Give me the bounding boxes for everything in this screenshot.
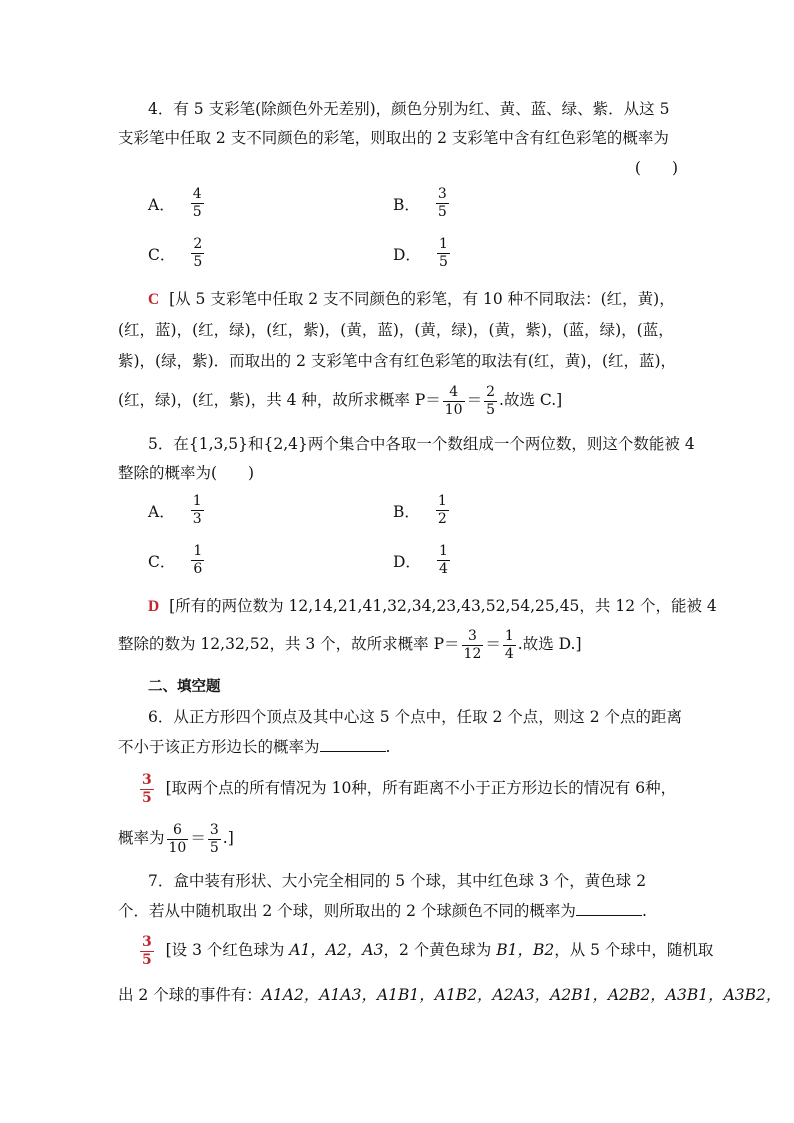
q4-option-c: C． $\frac{2}{5}$	[148, 236, 203, 270]
q4-solution-line3: 紫)，(绿，紫)．而取出的 2 支彩笔中含有红色彩笔的取法有(红，黄)，(红，蓝)，	[118, 352, 677, 370]
q5-option-d: D． $\frac{1}{4}$	[393, 543, 448, 577]
q4-option-a: A． $\frac{4}{5}$	[148, 186, 202, 220]
fraction: $\frac{1}{6}$	[193, 543, 203, 577]
answer-blank	[576, 901, 642, 916]
q7-answer-fraction: $\frac{3}{5}$	[142, 933, 152, 968]
fraction: $\frac{4}{5}$	[192, 186, 202, 220]
q6-stem-line1: 6．从正方形四个顶点及其中心这 5 个点中，任取 2 个点，则这 2 个点的距离	[148, 708, 683, 726]
section-heading: 二、填空题	[148, 679, 221, 695]
event-list: A1A2，A1A3，A1B1，A1B2，A2A3，A2B1，A2B2，A3B1，A3B2，	[261, 986, 782, 1004]
fraction: $\frac{4}{10}$	[444, 383, 463, 418]
q7-stem-line2: 个．若从中随机取出 2 个球，则所取出的 2 个球颜色不同的概率为 .	[118, 902, 647, 920]
q5-stem-line2: 整除的概率为( )	[118, 464, 255, 482]
q4-stem-line2: 支彩笔中任取 2 支不同颜色的彩笔，则取出的 2 支彩笔中含有红色彩笔的概率为	[118, 129, 669, 147]
q4-solution-line1: C [从 5 支彩笔中任取 2 支不同颜色的彩笔，有 10 种不同取法：(红，黄)，	[148, 290, 675, 308]
q4-option-b: B． $\frac{3}{5}$	[393, 186, 447, 220]
fraction: $\frac{3}{5}$	[437, 186, 447, 220]
q7-stem-line1: 7．盒中装有形状、大小完全相同的 5 个球，其中红色球 3 个，黄色球 2	[148, 872, 647, 890]
fraction: $\frac{3}{5}$	[209, 821, 219, 856]
yellow-balls-labels: B1，B2	[496, 941, 555, 959]
q6-solution-line1: $\frac{3}{5}$ [取两个点的所有情况为 10种，所有距离不小于正方形边长的情况有 6种，	[142, 771, 677, 806]
fraction: $\frac{1}{4}$	[438, 543, 448, 577]
q4-answer-letter: C	[148, 291, 160, 308]
q5-solution-line2: 整除的数为 12,32,52，共 3 个，故所求概率 P＝ $\frac{3}{12}$ ＝ $\frac{1}{4}$ .故选 D.]	[118, 627, 582, 662]
fraction: $\frac{2}{5}$	[193, 236, 203, 270]
q6-stem-line2: 不小于该正方形边长的概率为 .	[118, 738, 391, 756]
q6-answer-fraction: $\frac{3}{5}$	[142, 771, 152, 806]
fraction: $\frac{2}{5}$	[486, 383, 496, 418]
q6-solution-line2: 概率为 $\frac{6}{10}$ ＝ $\frac{3}{5}$ .]	[118, 821, 234, 856]
q7-solution-line2: 出 2 个球的事件有：A1A2，A1A3，A1B1，A1B2，A2A3，A2B1，A2B2，A3B1，A3B2，	[118, 986, 782, 1004]
fraction: $\frac{1}{5}$	[438, 236, 448, 270]
q4-solution-line4: (红，绿)，(红，紫)，共 4 种，故所求概率 P＝ $\frac{4}{10}$ ＝ $\frac{2}{5}$ .故选 C.]	[118, 383, 563, 418]
q4-answer-paren: ( )	[634, 159, 678, 177]
q7-solution-line1: $\frac{3}{5}$ [设 3 个红色球为 A1，A2，A3，2 个黄色球为 B1，B2，从 5 个球中，随机取	[142, 933, 714, 968]
fraction: $\frac{3}{12}$	[463, 627, 482, 662]
fraction: $\frac{1}{3}$	[192, 493, 202, 527]
q5-answer-letter: D	[148, 598, 160, 615]
q4-solution-line2: (红，蓝)，(红，绿)，(红，紫)，(黄，蓝)，(黄，绿)，(黄，紫)，(蓝，绿)，(蓝，	[118, 321, 674, 339]
q5-option-c: C． $\frac{1}{6}$	[148, 543, 203, 577]
q5-option-b: B． $\frac{1}{2}$	[393, 493, 447, 527]
q5-stem-line1: 5．在{1,3,5}和{2,4}两个集合中各取一个数组成一个两位数，则这个数能被 4	[148, 435, 695, 453]
q5-solution-line1: D [所有的两位数为 12,14,21,41,32,34,23,43,52,54,25,45，共 12 个，能被 4	[148, 597, 717, 615]
answer-blank	[320, 737, 386, 752]
q4-stem-line1: 4．有 5 支彩笔(除颜色外无差别)，颜色分别为红、黄、蓝、绿、紫．从这 5	[148, 100, 670, 118]
red-balls-labels: A1，A2，A3	[289, 941, 384, 959]
fraction: $\frac{1}{4}$	[504, 627, 514, 662]
q5-option-a: A． $\frac{1}{3}$	[148, 493, 202, 527]
fraction: $\frac{6}{10}$	[168, 821, 187, 856]
fraction: $\frac{1}{2}$	[437, 493, 447, 527]
q4-option-d: D． $\frac{1}{5}$	[393, 236, 448, 270]
